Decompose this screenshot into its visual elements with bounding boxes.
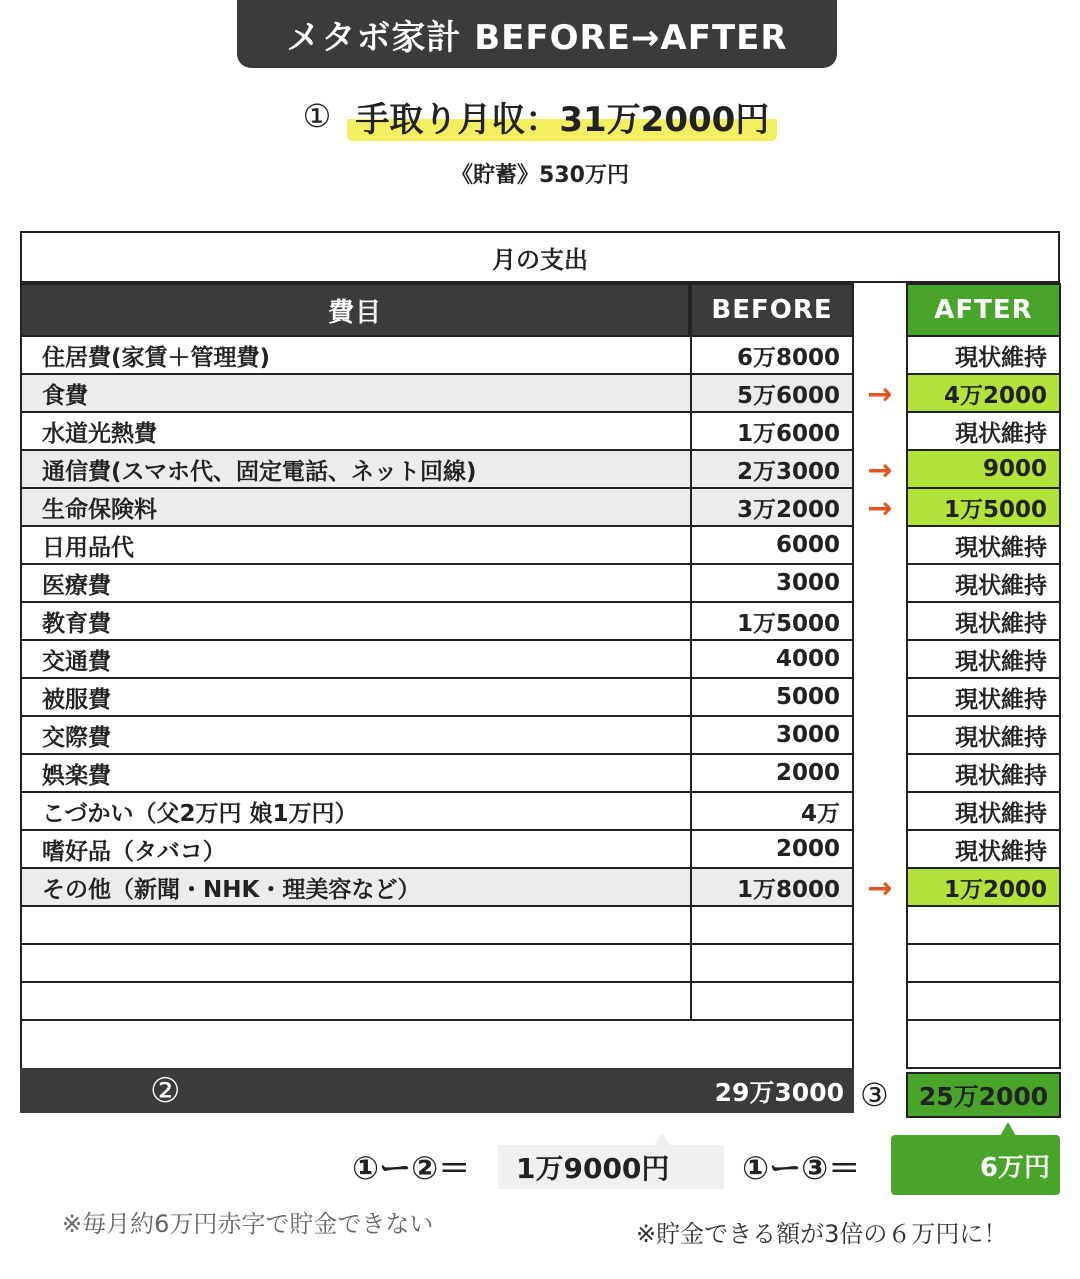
after-cell: 4万2000 bbox=[906, 375, 1061, 413]
formula-after: ①ー③＝ bbox=[742, 1149, 861, 1187]
blank-row bbox=[20, 983, 1061, 1021]
result-before: 1万9000円 bbox=[498, 1145, 724, 1189]
note-after: ※貯金できる額が3倍の６万円に！ bbox=[636, 1220, 1008, 1248]
blank-cell bbox=[20, 907, 690, 945]
table-row bbox=[20, 717, 1061, 755]
bubble-tail bbox=[654, 1133, 670, 1145]
total-row bbox=[20, 1068, 854, 1113]
blank-row bbox=[20, 945, 1061, 983]
table-row bbox=[20, 451, 1061, 489]
before-cell: 2万3000 bbox=[690, 451, 854, 489]
before-cell: 5万6000 bbox=[690, 375, 854, 413]
result-after: 6万円 bbox=[891, 1135, 1060, 1195]
blank-row bbox=[20, 1021, 1061, 1069]
blank-cell bbox=[690, 945, 854, 983]
after-cell: 現状維持 bbox=[906, 641, 1061, 679]
arrow-icon: → bbox=[867, 376, 893, 412]
table-row bbox=[20, 641, 1061, 679]
note-before: ※毎月約6万円赤字で貯金できない bbox=[62, 1210, 434, 1238]
bubble-tail bbox=[1000, 1122, 1016, 1136]
table-row bbox=[20, 831, 1061, 869]
header-before: BEFORE bbox=[690, 283, 854, 337]
after-cell: 現状維持 bbox=[906, 679, 1061, 717]
table-row bbox=[20, 527, 1061, 565]
after-cell: 現状維持 bbox=[906, 831, 1061, 869]
total-after-marker: ③ bbox=[860, 1076, 889, 1114]
before-cell: 3万2000 bbox=[690, 489, 854, 527]
total-before-marker: ② bbox=[150, 1070, 181, 1111]
table-row bbox=[20, 793, 1061, 831]
before-cell: 2000 bbox=[690, 831, 854, 869]
arrow-icon: → bbox=[867, 452, 893, 488]
before-cell: 5000 bbox=[690, 679, 854, 717]
item-cell: その他（新聞・NHK・理美容など） bbox=[20, 869, 690, 907]
before-cell: 1万6000 bbox=[690, 413, 854, 451]
before-cell: 4万 bbox=[690, 793, 854, 831]
item-cell: 水道光熱費 bbox=[20, 413, 690, 451]
income-text: 手取り月収：31万2000円 bbox=[347, 92, 777, 141]
table-row bbox=[20, 375, 1061, 413]
before-cell: 3000 bbox=[690, 565, 854, 603]
after-cell: 現状維持 bbox=[906, 337, 1061, 375]
item-cell: 交通費 bbox=[20, 641, 690, 679]
blank-cell bbox=[20, 1021, 854, 1069]
after-cell: 現状維持 bbox=[906, 603, 1061, 641]
item-cell: 生命保険料 bbox=[20, 489, 690, 527]
table-row bbox=[20, 489, 1061, 527]
table-row bbox=[20, 413, 1061, 451]
arrow-icon: → bbox=[867, 870, 893, 906]
item-cell: 食費 bbox=[20, 375, 690, 413]
total-after-value: 25万2000 bbox=[906, 1072, 1061, 1118]
before-cell: 6万8000 bbox=[690, 337, 854, 375]
blank-cell bbox=[906, 945, 1061, 983]
table-row bbox=[20, 337, 1061, 375]
after-cell: 9000 bbox=[906, 451, 1061, 489]
after-cell: 現状維持 bbox=[906, 565, 1061, 603]
before-cell: 2000 bbox=[690, 755, 854, 793]
blank-cell bbox=[690, 907, 854, 945]
item-cell: 医療費 bbox=[20, 565, 690, 603]
after-cell: 現状維持 bbox=[906, 527, 1061, 565]
header-item: 費目 bbox=[20, 283, 690, 337]
table-row bbox=[20, 679, 1061, 717]
income-line bbox=[0, 90, 1080, 142]
blank-cell bbox=[20, 945, 690, 983]
expense-rows bbox=[20, 337, 1061, 1069]
after-cell: 1万5000 bbox=[906, 489, 1061, 527]
after-cell: 現状維持 bbox=[906, 717, 1061, 755]
item-cell: こづかい（父2万円 娘1万円） bbox=[20, 793, 690, 831]
table-row bbox=[20, 603, 1061, 641]
after-cell: 現状維持 bbox=[906, 755, 1061, 793]
before-cell: 4000 bbox=[690, 641, 854, 679]
item-cell: 交際費 bbox=[20, 717, 690, 755]
title-banner bbox=[237, 0, 837, 68]
after-cell: 現状維持 bbox=[906, 793, 1061, 831]
arrow-icon: → bbox=[867, 490, 893, 526]
table-row bbox=[20, 565, 1061, 603]
before-cell: 6000 bbox=[690, 527, 854, 565]
item-cell: 日用品代 bbox=[20, 527, 690, 565]
blank-cell bbox=[906, 983, 1061, 1021]
item-cell: 住居費(家賃＋管理費) bbox=[20, 337, 690, 375]
blank-cell bbox=[20, 983, 690, 1021]
after-cell: 1万2000 bbox=[906, 869, 1061, 907]
after-cell: 現状維持 bbox=[906, 413, 1061, 451]
before-cell: 3000 bbox=[690, 717, 854, 755]
blank-cell bbox=[690, 983, 854, 1021]
item-cell: 被服費 bbox=[20, 679, 690, 717]
header-after: AFTER bbox=[906, 283, 1061, 337]
table-title: 月の支出 bbox=[20, 231, 1060, 283]
table-row bbox=[20, 869, 1061, 907]
blank-cell bbox=[906, 1021, 1061, 1069]
table-row bbox=[20, 755, 1061, 793]
formula-before: ①ー②＝ bbox=[352, 1149, 471, 1187]
page-title: メタボ家計 BEFORE→AFTER bbox=[286, 17, 788, 58]
before-cell: 1万5000 bbox=[690, 603, 854, 641]
item-cell: 嗜好品（タバコ） bbox=[20, 831, 690, 869]
item-cell: 娯楽費 bbox=[20, 755, 690, 793]
income-marker: ① bbox=[302, 97, 332, 135]
savings-text: 《貯蓄》530万円 bbox=[451, 163, 629, 188]
before-cell: 1万8000 bbox=[690, 869, 854, 907]
blank-row bbox=[20, 907, 1061, 945]
item-cell: 通信費(スマホ代、固定電話、ネット回線) bbox=[20, 451, 690, 489]
blank-cell bbox=[906, 907, 1061, 945]
item-cell: 教育費 bbox=[20, 603, 690, 641]
total-before-value: 29万3000 bbox=[714, 1077, 844, 1107]
